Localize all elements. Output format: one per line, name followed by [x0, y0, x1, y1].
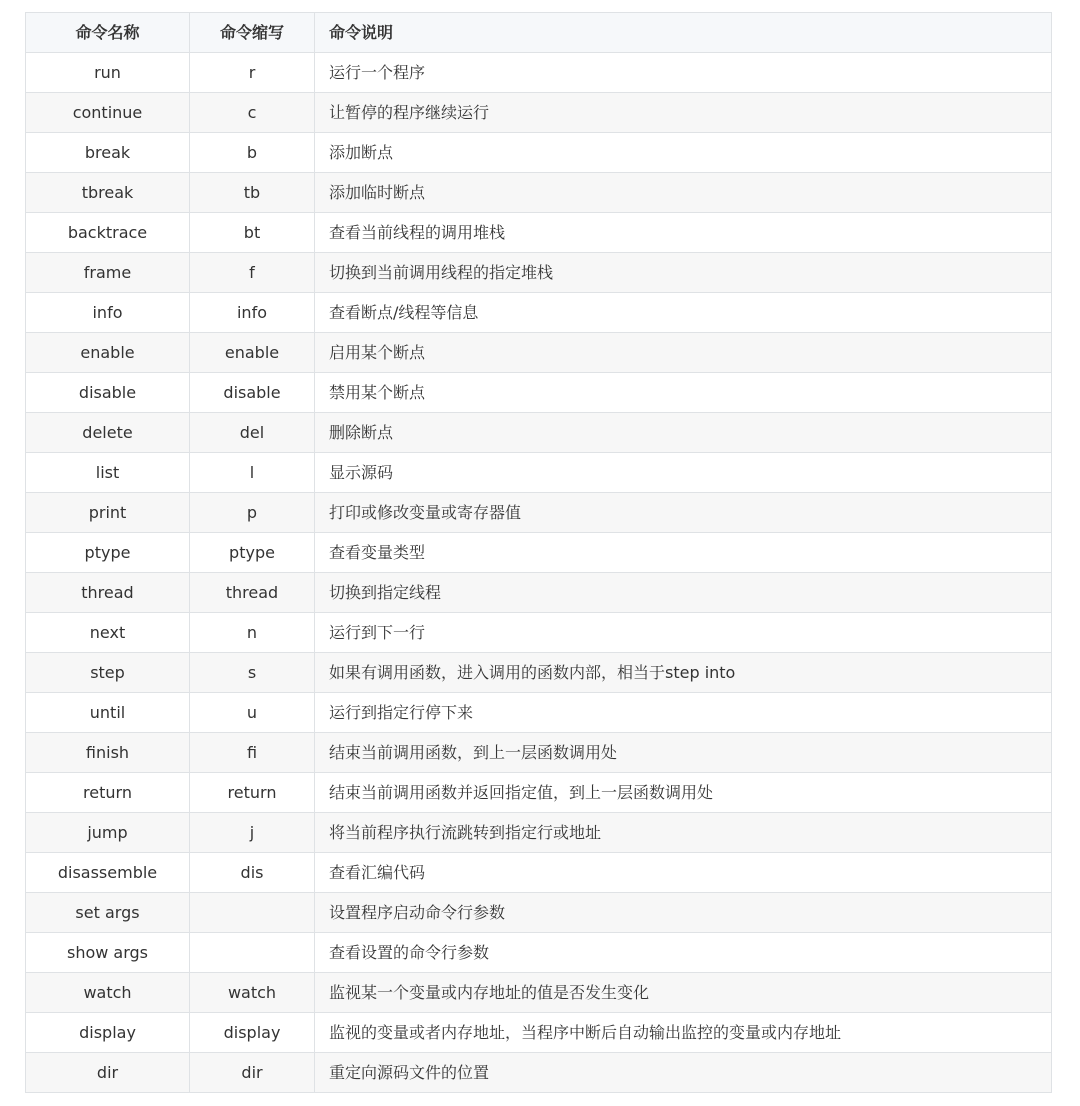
cell-command-desc: 重定向源码文件的位置 [315, 1053, 1052, 1093]
cell-command-name: watch [26, 973, 190, 1013]
table-row [26, 493, 1052, 533]
cell-command-name: list [26, 453, 190, 493]
cell-command-desc: 显示源码 [315, 453, 1052, 493]
cell-command-name: continue [26, 93, 190, 133]
table-row [26, 613, 1052, 653]
cell-command-desc: 添加临时断点 [315, 173, 1052, 213]
table-row [26, 453, 1052, 493]
header-row [26, 13, 1052, 53]
cell-command-desc: 查看断点/线程等信息 [315, 293, 1052, 333]
cell-command-desc: 结束当前调用函数并返回指定值，到上一层函数调用处 [315, 773, 1052, 813]
cell-command-name: disable [26, 373, 190, 413]
cell-command-name: backtrace [26, 213, 190, 253]
table-row [26, 93, 1052, 133]
cell-command-desc: 让暂停的程序继续运行 [315, 93, 1052, 133]
cell-command-abbrev [190, 893, 315, 933]
cell-command-name: frame [26, 253, 190, 293]
cell-command-name: finish [26, 733, 190, 773]
cell-command-desc: 运行到指定行停下来 [315, 693, 1052, 733]
table-row [26, 813, 1052, 853]
cell-command-name: dir [26, 1053, 190, 1093]
cell-command-name: enable [26, 333, 190, 373]
table-row [26, 573, 1052, 613]
cell-command-desc: 查看变量类型 [315, 533, 1052, 573]
cell-command-desc: 结束当前调用函数，到上一层函数调用处 [315, 733, 1052, 773]
table-row [26, 853, 1052, 893]
cell-command-abbrev: p [190, 493, 315, 533]
table-row [26, 893, 1052, 933]
header-command-name: 命令名称 [26, 13, 190, 53]
cell-command-name: run [26, 53, 190, 93]
cell-command-name: delete [26, 413, 190, 453]
cell-command-name: set args [26, 893, 190, 933]
cell-command-name: step [26, 653, 190, 693]
table-body [26, 53, 1052, 1093]
cell-command-abbrev: enable [190, 333, 315, 373]
cell-command-desc: 启用某个断点 [315, 333, 1052, 373]
cell-command-abbrev: ptype [190, 533, 315, 573]
cell-command-name: next [26, 613, 190, 653]
cell-command-abbrev: watch [190, 973, 315, 1013]
table-row [26, 413, 1052, 453]
cell-command-desc: 禁用某个断点 [315, 373, 1052, 413]
cell-command-abbrev: s [190, 653, 315, 693]
cell-command-name: return [26, 773, 190, 813]
cell-command-abbrev [190, 933, 315, 973]
cell-command-abbrev: dis [190, 853, 315, 893]
table-row [26, 773, 1052, 813]
table-row [26, 373, 1052, 413]
table-row [26, 1013, 1052, 1053]
table-header [26, 13, 1052, 53]
cell-command-desc: 删除断点 [315, 413, 1052, 453]
cell-command-desc: 打印或修改变量或寄存器值 [315, 493, 1052, 533]
table-row [26, 693, 1052, 733]
cell-command-desc: 添加断点 [315, 133, 1052, 173]
cell-command-abbrev: n [190, 613, 315, 653]
cell-command-abbrev: fi [190, 733, 315, 773]
cell-command-desc: 监视某一个变量或内存地址的值是否发生变化 [315, 973, 1052, 1013]
cell-command-desc: 运行到下一行 [315, 613, 1052, 653]
cell-command-desc: 设置程序启动命令行参数 [315, 893, 1052, 933]
table-row [26, 53, 1052, 93]
cell-command-name: info [26, 293, 190, 333]
cell-command-desc: 切换到当前调用线程的指定堆栈 [315, 253, 1052, 293]
table-row [26, 973, 1052, 1013]
table-row [26, 1053, 1052, 1093]
cell-command-abbrev: bt [190, 213, 315, 253]
header-command-abbrev: 命令缩写 [190, 13, 315, 53]
cell-command-name: disassemble [26, 853, 190, 893]
table-row [26, 933, 1052, 973]
cell-command-abbrev: del [190, 413, 315, 453]
cell-command-desc: 查看设置的命令行参数 [315, 933, 1052, 973]
cell-command-abbrev: j [190, 813, 315, 853]
cell-command-abbrev: thread [190, 573, 315, 613]
table-row [26, 333, 1052, 373]
cell-command-name: break [26, 133, 190, 173]
cell-command-desc: 查看当前线程的调用堆栈 [315, 213, 1052, 253]
table-row [26, 733, 1052, 773]
table-row [26, 173, 1052, 213]
gdb-command-table [25, 12, 1052, 1093]
cell-command-abbrev: u [190, 693, 315, 733]
cell-command-abbrev: display [190, 1013, 315, 1053]
cell-command-desc: 运行一个程序 [315, 53, 1052, 93]
cell-command-name: print [26, 493, 190, 533]
header-command-desc: 命令说明 [315, 13, 1052, 53]
table-row [26, 293, 1052, 333]
cell-command-abbrev: f [190, 253, 315, 293]
cell-command-desc: 将当前程序执行流跳转到指定行或地址 [315, 813, 1052, 853]
cell-command-abbrev: info [190, 293, 315, 333]
cell-command-abbrev: c [190, 93, 315, 133]
cell-command-abbrev: disable [190, 373, 315, 413]
table-row [26, 533, 1052, 573]
cell-command-name: ptype [26, 533, 190, 573]
cell-command-abbrev: l [190, 453, 315, 493]
cell-command-desc: 查看汇编代码 [315, 853, 1052, 893]
cell-command-desc: 如果有调用函数，进入调用的函数内部，相当于step into [315, 653, 1052, 693]
cell-command-desc: 监视的变量或者内存地址，当程序中断后自动输出监控的变量或内存地址 [315, 1013, 1052, 1053]
cell-command-abbrev: r [190, 53, 315, 93]
cell-command-name: show args [26, 933, 190, 973]
cell-command-name: tbreak [26, 173, 190, 213]
table-row [26, 213, 1052, 253]
cell-command-name: until [26, 693, 190, 733]
top-strip [0, 0, 1080, 12]
cell-command-abbrev: dir [190, 1053, 315, 1093]
table-row [26, 133, 1052, 173]
cell-command-abbrev: return [190, 773, 315, 813]
cell-command-name: thread [26, 573, 190, 613]
cell-command-desc: 切换到指定线程 [315, 573, 1052, 613]
cell-command-abbrev: tb [190, 173, 315, 213]
table-row [26, 253, 1052, 293]
cell-command-name: jump [26, 813, 190, 853]
cell-command-abbrev: b [190, 133, 315, 173]
table-row [26, 653, 1052, 693]
cell-command-name: display [26, 1013, 190, 1053]
